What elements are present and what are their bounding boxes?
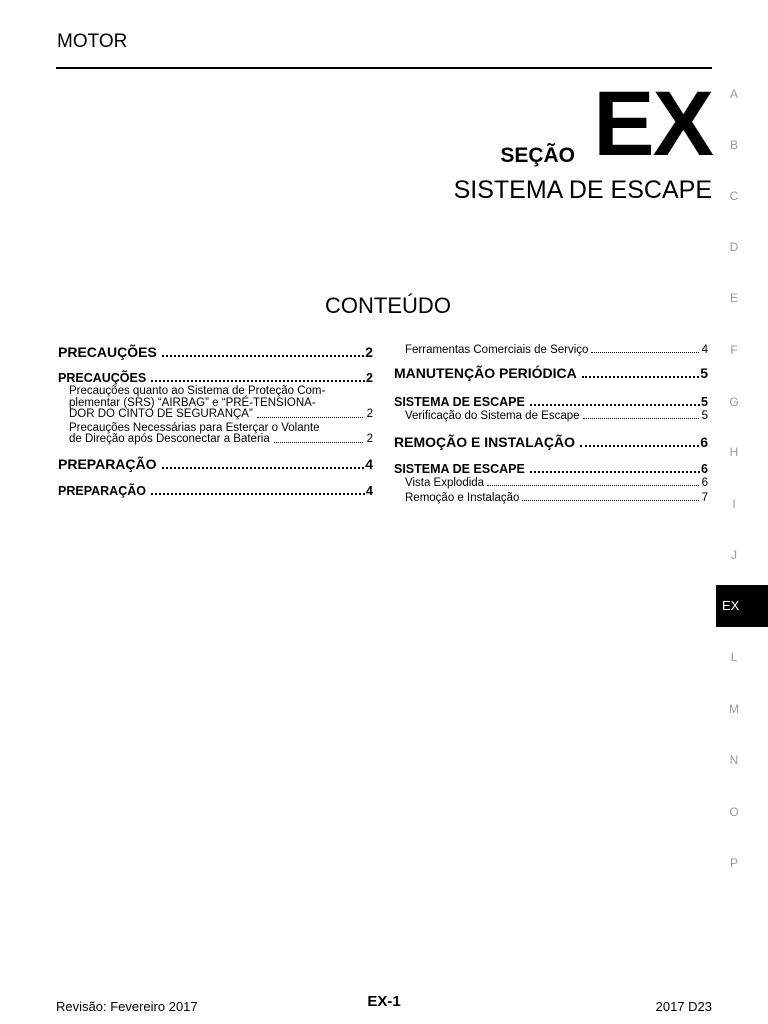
toc-entry-page: 2 [366, 433, 373, 445]
toc-entry-title: REMOÇÃO E INSTALAÇÃO [394, 434, 575, 450]
toc-entry-page: 5 [701, 395, 708, 409]
toc-leader [151, 493, 365, 495]
index-tab-c[interactable]: C [729, 189, 739, 203]
toc-leader [522, 500, 698, 501]
toc-entry-title: Vista Explodida [405, 477, 485, 489]
toc-entry-verificacao[interactable] [394, 410, 708, 422]
toc-entry-manutencao[interactable] [394, 365, 708, 381]
index-tab-b[interactable]: B [729, 138, 738, 152]
section-code: EX [593, 73, 712, 175]
index-tab-h[interactable]: H [729, 445, 739, 459]
toc-entry-line: plementar (SRS) “AIRBAG” e “PRÉ-TENSIONA- [69, 396, 316, 409]
toc-leader [583, 418, 699, 419]
toc-entry-precaucoes[interactable] [58, 344, 373, 360]
toc-entry-remocao-instalacao[interactable] [394, 434, 708, 450]
toc-entry-page: 7 [701, 492, 708, 504]
toc-entry-page: 6 [701, 477, 708, 489]
header-divider [56, 67, 712, 69]
toc-entry-sistema-escape-2[interactable] [394, 462, 708, 476]
toc-leader [580, 445, 699, 447]
toc-entry-page: 4 [365, 455, 373, 472]
index-tab-d[interactable]: D [729, 240, 739, 254]
toc-entry-vista-explodida[interactable] [394, 477, 708, 489]
toc-entry-title: SISTEMA DE ESCAPE [394, 395, 525, 409]
toc-entry-title: Remoção e Instalação [405, 492, 520, 504]
toc-entry-page: 2 [365, 344, 373, 360]
toc-entry-ferramentas[interactable] [394, 344, 708, 356]
toc-leader [151, 380, 365, 382]
toc-entry-page: 5 [701, 410, 708, 422]
toc-leader [257, 417, 363, 418]
index-tab-ex-active[interactable]: EX [716, 585, 768, 627]
toc-entry-title: PRECAUÇÕES [58, 371, 147, 385]
index-tab-f[interactable]: F [730, 343, 738, 357]
toc-leader [582, 376, 699, 378]
section-name: SISTEMA DE ESCAPE [453, 176, 712, 204]
toc-entry-page: 2 [366, 408, 373, 420]
toc-leader [274, 442, 363, 443]
toc-entry-page: 4 [366, 483, 373, 498]
toc-entry-line: Precauções Necessárias para Esterçar o Volante [69, 421, 320, 434]
toc-right-column [394, 344, 708, 504]
toc-leader [162, 467, 365, 469]
toc-entry-line: de Direção após Desconectar a Bateria [69, 433, 270, 445]
index-tab-m[interactable]: M [729, 702, 739, 716]
footer-page-code: EX-1 [367, 993, 401, 1010]
toc-entry-title: PRECAUÇÕES [58, 344, 157, 360]
toc-entry-title: PREPARAÇÃO [58, 455, 157, 472]
toc-entry-precaucoes-sub[interactable] [58, 371, 373, 385]
index-tab-l[interactable]: L [730, 650, 738, 664]
toc-entry-srs-airbag[interactable] [58, 386, 373, 421]
toc-entry-page: 4 [701, 344, 708, 356]
toc-leader [591, 352, 698, 353]
toc-leader [162, 355, 364, 357]
toc-entry-sistema-escape-1[interactable] [394, 395, 708, 409]
toc-entry-title: SISTEMA DE ESCAPE [394, 462, 525, 476]
toc-entry-remocao[interactable] [394, 492, 708, 504]
toc-entry-page: 6 [701, 462, 708, 476]
index-tab-p[interactable]: P [729, 856, 738, 870]
toc-entry-preparacao[interactable] [58, 456, 373, 472]
toc-entry-page: 6 [700, 434, 708, 450]
toc-entry-title: Ferramentas Comerciais de Serviço [405, 344, 589, 356]
manual-chapter-title: MOTOR [57, 31, 128, 52]
index-tab-n[interactable]: N [729, 753, 739, 767]
index-tab-g[interactable]: G [729, 395, 739, 409]
toc-leader [530, 471, 700, 473]
toc-entry-title: MANUTENÇÃO PERIÓDICA [394, 365, 577, 381]
index-tab-i[interactable]: I [732, 497, 736, 511]
toc-entry-preparacao-sub[interactable] [58, 484, 373, 498]
toc-leader [530, 404, 700, 406]
toc-entry-line: Precauções quanto ao Sistema de Proteção Com- [69, 385, 326, 397]
footer-revision: Revisão: Fevereiro 2017 [56, 999, 198, 1014]
index-tab-e[interactable]: E [729, 291, 738, 305]
toc-entry-title: Verificação do Sistema de Escape [405, 410, 580, 422]
footer-model: 2017 D23 [655, 999, 712, 1014]
toc-entry-line: DOR DO CINTO DE SEGURANÇA” [69, 408, 253, 420]
toc-entry-page: 5 [700, 365, 708, 381]
toc-entry-page: 2 [366, 371, 373, 385]
index-tab-o[interactable]: O [729, 805, 739, 819]
contents-title: CONTEÚDO [325, 293, 451, 318]
section-label: SEÇÃO [500, 144, 575, 167]
index-tab-j[interactable]: J [731, 548, 737, 562]
toc-leader [487, 485, 699, 486]
toc-left-column [58, 344, 373, 498]
toc-entry-volante-bateria[interactable] [58, 423, 373, 446]
index-tab-a[interactable]: A [729, 87, 738, 101]
toc-entry-title: PREPARAÇÃO [58, 483, 146, 498]
